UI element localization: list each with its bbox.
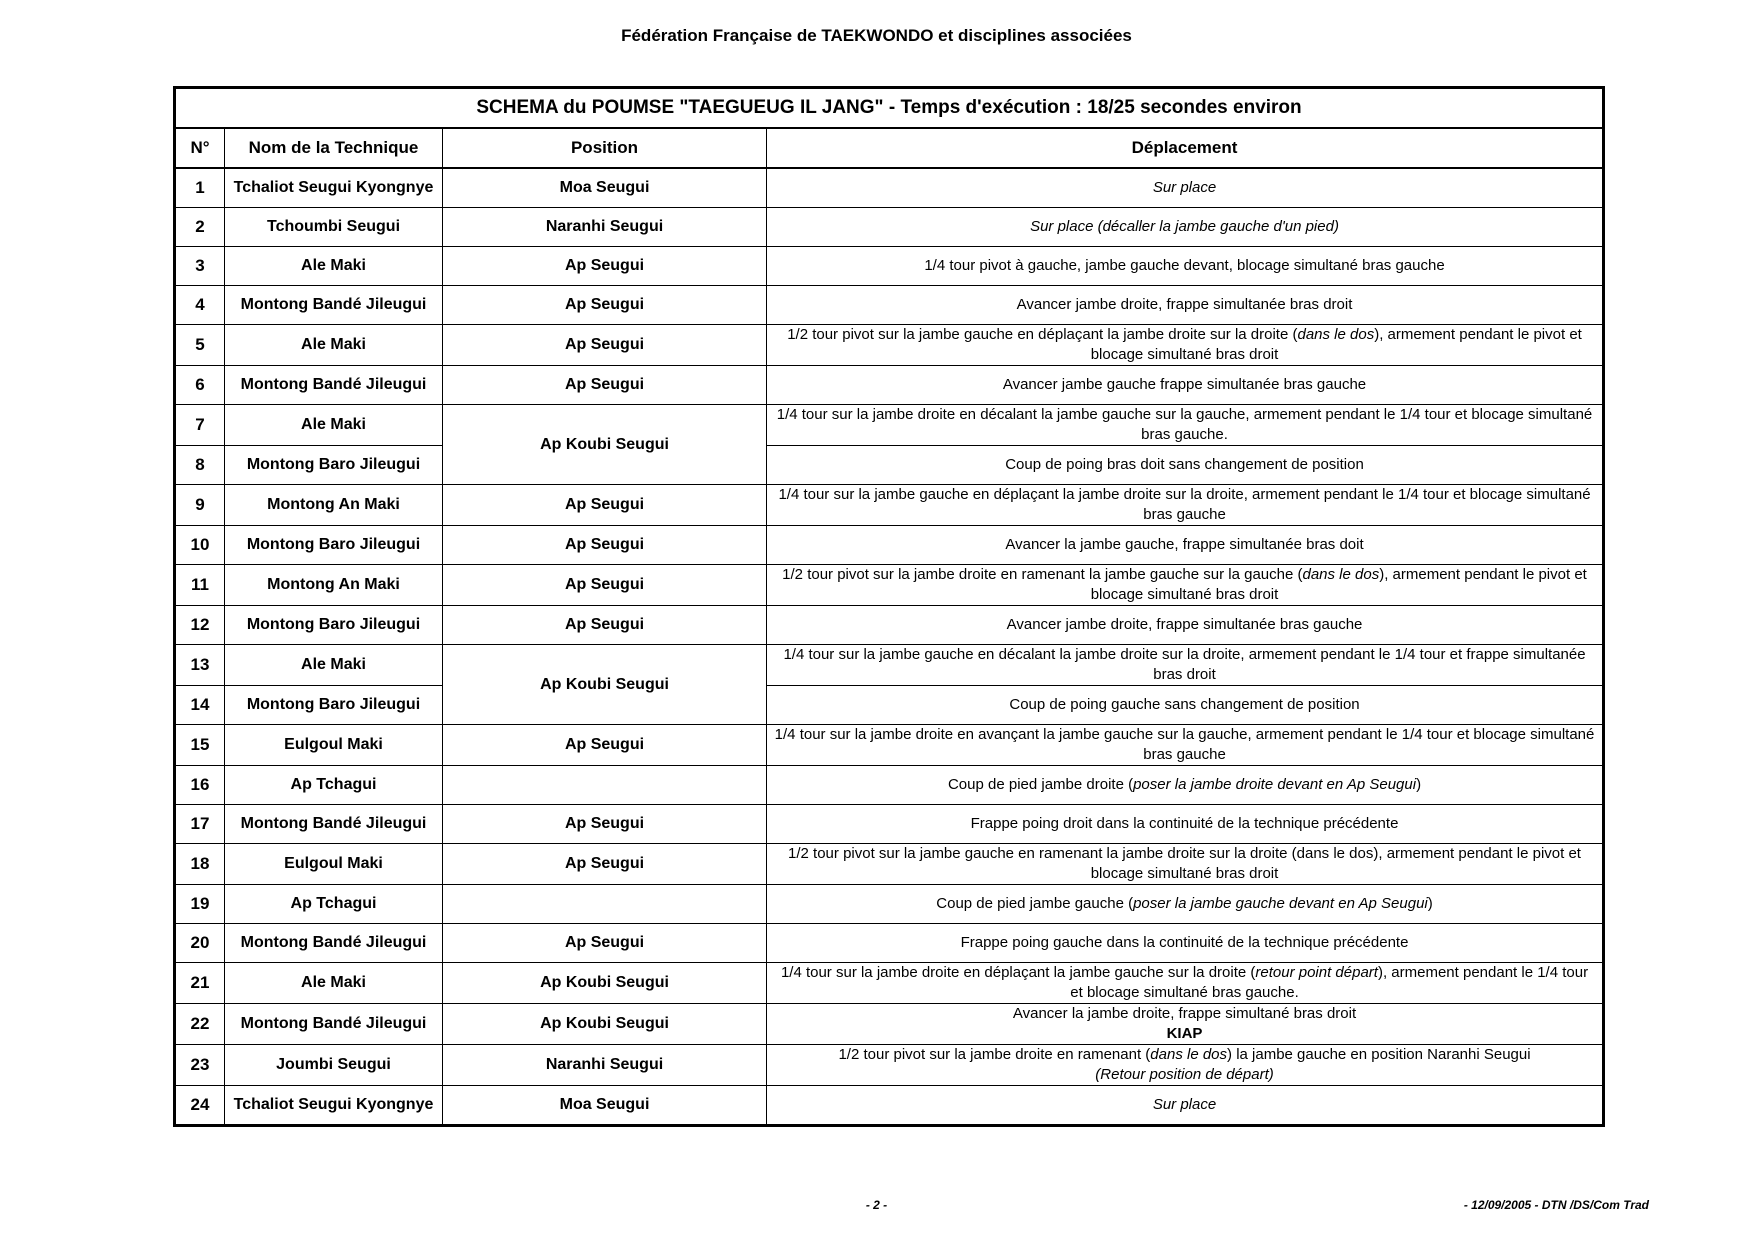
deplacement-cell (767, 325, 1604, 366)
deplacement-cell (767, 725, 1604, 766)
row-number: 9 (175, 485, 225, 526)
technique-name: Ale Maki (225, 645, 443, 686)
technique-name: Tchoumbi Seugui (225, 208, 443, 247)
technique-name: Eulgoul Maki (225, 844, 443, 885)
position-cell: Moa Seugui (443, 1086, 767, 1126)
technique-name: Ale Maki (225, 405, 443, 446)
deplacement-text: Frappe poing droit dans la continuité de la technique précédente (970, 815, 1399, 832)
document-header-title: Fédération Française de TAEKWONDO et disciplines associées (621, 26, 1132, 45)
deplacement-text: 1/2 tour pivot sur la jambe gauche en déplaçant la jambe droite sur la droite ( (787, 326, 1298, 343)
technique-name: Montong Bandé Jileugui (225, 1004, 443, 1045)
table-body (175, 168, 1604, 1126)
row-number: 20 (175, 924, 225, 963)
position-cell: Ap Koubi Seugui (443, 1004, 767, 1045)
deplacement-cell (767, 963, 1604, 1004)
technique-name: Joumbi Seugui (225, 1045, 443, 1086)
technique-name: Montong Bandé Jileugui (225, 366, 443, 405)
table-row (175, 1004, 1604, 1045)
position-cell: Ap Seugui (443, 725, 767, 766)
row-number: 11 (175, 565, 225, 606)
deplacement-cell (767, 645, 1604, 686)
row-number: 1 (175, 168, 225, 208)
deplacement-text: ) (1427, 895, 1433, 912)
deplacement-text: ), armement pendant le pivot et blocage simultané bras droit (1090, 566, 1587, 603)
position-cell: Ap Seugui (443, 805, 767, 844)
column-header-position: Position (443, 128, 767, 168)
deplacement-text: 1/2 tour pivot sur la jambe droite en ramenant ( (838, 1046, 1151, 1063)
deplacement-text: Frappe poing gauche dans la continuité de la technique précédente (960, 934, 1409, 951)
table-row (175, 645, 1604, 686)
row-number: 13 (175, 645, 225, 686)
deplacement-cell (767, 885, 1604, 924)
technique-name: Montong Baro Jileugui (225, 446, 443, 485)
technique-name: Montong An Maki (225, 565, 443, 606)
table-row (175, 885, 1604, 924)
technique-name: Ap Tchagui (225, 885, 443, 924)
row-number: 22 (175, 1004, 225, 1045)
page-number: - 2 - (865, 1198, 888, 1212)
deplacement-text: 1/4 tour sur la jambe gauche en décalant la jambe droite sur la droite, armement pendant le 1/4 tour et frappe simultanée bras droit (783, 646, 1586, 683)
deplacement-text: KIAP (1166, 1025, 1203, 1042)
deplacement-cell (767, 168, 1604, 208)
deplacement-text: ) la jambe gauche en position Naranhi Seugui (1227, 1046, 1531, 1063)
table-row (175, 805, 1604, 844)
position-cell: Ap Seugui (443, 366, 767, 405)
table-row (175, 247, 1604, 286)
table-row (175, 526, 1604, 565)
row-number: 16 (175, 766, 225, 805)
row-number: 12 (175, 606, 225, 645)
row-number: 21 (175, 963, 225, 1004)
technique-name: Ale Maki (225, 247, 443, 286)
deplacement-cell (767, 1004, 1604, 1045)
deplacement-text: Coup de poing bras doit sans changement de position (1005, 456, 1364, 473)
table-row (175, 366, 1604, 405)
table-row (175, 325, 1604, 366)
table-row (175, 606, 1604, 645)
deplacement-cell (767, 686, 1604, 725)
row-number: 5 (175, 325, 225, 366)
deplacement-text: Coup de pied jambe droite ( (947, 776, 1134, 793)
deplacement-cell (767, 286, 1604, 325)
deplacement-cell (767, 247, 1604, 286)
row-number: 7 (175, 405, 225, 446)
technique-name: Eulgoul Maki (225, 725, 443, 766)
position-cell: Ap Seugui (443, 286, 767, 325)
table-title: SCHEMA du POUMSE "TAEGUEUG IL JANG" - Temps d'exécution : 18/25 secondes environ (175, 88, 1604, 129)
table-row (175, 168, 1604, 208)
position-cell: Ap Seugui (443, 924, 767, 963)
position-cell (443, 766, 767, 805)
row-number: 17 (175, 805, 225, 844)
deplacement-cell (767, 446, 1604, 485)
technique-name: Montong Bandé Jileugui (225, 805, 443, 844)
footer-reference: - 12/09/2005 - DTN /DS/Com Trad (1463, 1198, 1649, 1212)
deplacement-text: 1/4 tour sur la jambe droite en décalant la jambe gauche sur la gauche, armement pendant le 1/4 tour et blocage simultané bras gauche. (776, 406, 1593, 443)
table-row (175, 1086, 1604, 1126)
table-row (175, 208, 1604, 247)
position-cell: Ap Koubi Seugui (443, 963, 767, 1004)
table-row (175, 1045, 1604, 1086)
technique-name: Ale Maki (225, 325, 443, 366)
row-number: 18 (175, 844, 225, 885)
deplacement-text: 1/4 tour sur la jambe gauche en déplaçant la jambe droite sur la droite, armement pendant le 1/4 tour et blocage simultané bras gauche (778, 486, 1591, 523)
position-cell: Ap Koubi Seugui (443, 405, 767, 485)
table-row (175, 446, 1604, 485)
technique-name: Montong Baro Jileugui (225, 686, 443, 725)
column-header-deplacement: Déplacement (767, 128, 1604, 168)
row-number: 23 (175, 1045, 225, 1086)
deplacement-text: poser la jambe droite devant en Ap Seugui (1133, 776, 1417, 793)
table-row (175, 405, 1604, 446)
deplacement-text: (Retour position de départ) (1095, 1066, 1274, 1083)
deplacement-cell (767, 766, 1604, 805)
position-cell: Ap Seugui (443, 325, 767, 366)
technique-name: Tchaliot Seugui Kyongnye (225, 168, 443, 208)
deplacement-cell (767, 606, 1604, 645)
table-row (175, 844, 1604, 885)
poumse-table (173, 86, 1605, 1127)
deplacement-cell (767, 805, 1604, 844)
deplacement-text: 1/4 tour sur la jambe droite en avançant la jambe gauche sur la gauche, armement pendant le 1/4 tour et blocage simultané bras gauche (774, 726, 1595, 763)
deplacement-text: Avancer jambe gauche frappe simultanée bras gauche (1002, 376, 1367, 393)
deplacement-text: 1/4 tour pivot à gauche, jambe gauche devant, blocage simultané bras gauche (924, 257, 1445, 274)
table-row (175, 286, 1604, 325)
row-number: 14 (175, 686, 225, 725)
position-cell: Naranhi Seugui (443, 1045, 767, 1086)
position-cell: Naranhi Seugui (443, 208, 767, 247)
row-number: 24 (175, 1086, 225, 1126)
row-number: 6 (175, 366, 225, 405)
position-cell: Ap Seugui (443, 565, 767, 606)
deplacement-cell (767, 844, 1604, 885)
deplacement-cell (767, 1086, 1604, 1126)
technique-name: Ale Maki (225, 963, 443, 1004)
deplacement-cell (767, 526, 1604, 565)
table-row (175, 485, 1604, 526)
row-number: 19 (175, 885, 225, 924)
deplacement-text: ), armement pendant le 1/4 tour et blocage simultané bras gauche. (1070, 964, 1589, 1001)
column-header-num: N° (175, 128, 225, 168)
row-number: 8 (175, 446, 225, 485)
row-number: 15 (175, 725, 225, 766)
position-cell: Ap Seugui (443, 844, 767, 885)
row-number: 3 (175, 247, 225, 286)
technique-name: Montong Baro Jileugui (225, 526, 443, 565)
position-cell: Ap Koubi Seugui (443, 645, 767, 725)
table-row (175, 565, 1604, 606)
position-cell: Ap Seugui (443, 606, 767, 645)
technique-name: Montong Bandé Jileugui (225, 924, 443, 963)
technique-name: Tchaliot Seugui Kyongnye (225, 1086, 443, 1126)
table-row (175, 963, 1604, 1004)
deplacement-text: 1/4 tour sur la jambe droite en déplaçant la jambe gauche sur la droite ( (780, 964, 1256, 981)
deplacement-text: retour point départ (1255, 964, 1378, 981)
deplacement-text: Sur place (1152, 179, 1217, 196)
position-cell (443, 885, 767, 924)
deplacement-cell (767, 485, 1604, 526)
deplacement-cell (767, 366, 1604, 405)
column-header-technique: Nom de la Technique (225, 128, 443, 168)
row-number: 4 (175, 286, 225, 325)
row-number: 10 (175, 526, 225, 565)
deplacement-text: Sur place (1152, 1096, 1217, 1113)
deplacement-cell (767, 565, 1604, 606)
deplacement-cell (767, 405, 1604, 446)
deplacement-text: ) (1416, 776, 1422, 793)
deplacement-text: Coup de pied jambe gauche ( (936, 895, 1134, 912)
deplacement-text: dans le dos (1302, 566, 1380, 583)
deplacement-text: Avancer la jambe gauche, frappe simultanée bras doit (1005, 536, 1364, 553)
technique-name: Montong An Maki (225, 485, 443, 526)
deplacement-text: poser la jambe gauche devant en Ap Seugui (1133, 895, 1428, 912)
row-number: 2 (175, 208, 225, 247)
deplacement-text: Coup de poing gauche sans changement de position (1009, 696, 1360, 713)
position-cell: Ap Seugui (443, 526, 767, 565)
technique-name: Ap Tchagui (225, 766, 443, 805)
deplacement-text: 1/2 tour pivot sur la jambe droite en ramenant la jambe gauche sur la gauche ( (782, 566, 1303, 583)
deplacement-text: Avancer la jambe droite, frappe simultané bras droit (1012, 1005, 1357, 1022)
table-row (175, 686, 1604, 725)
table-row (175, 766, 1604, 805)
position-cell: Ap Seugui (443, 247, 767, 286)
technique-name: Montong Bandé Jileugui (225, 286, 443, 325)
deplacement-text: Sur place (décaller la jambe gauche d'un pied) (1030, 218, 1339, 235)
deplacement-text: dans le dos (1297, 326, 1375, 343)
deplacement-cell (767, 924, 1604, 963)
table-row (175, 725, 1604, 766)
technique-name: Montong Baro Jileugui (225, 606, 443, 645)
table-row (175, 924, 1604, 963)
deplacement-cell (767, 208, 1604, 247)
deplacement-text: 1/2 tour pivot sur la jambe gauche en ramenant la jambe droite sur la droite (dans le dos), armement pendant le pivot et blocage simultané bras droit (788, 845, 1581, 882)
deplacement-text: Avancer jambe droite, frappe simultanée bras droit (1016, 296, 1353, 313)
deplacement-cell (767, 1045, 1604, 1086)
position-cell: Moa Seugui (443, 168, 767, 208)
deplacement-text: Avancer jambe droite, frappe simultanée bras gauche (1006, 616, 1363, 633)
position-cell: Ap Seugui (443, 485, 767, 526)
deplacement-text: dans le dos (1150, 1046, 1228, 1063)
deplacement-text: ), armement pendant le pivot et blocage simultané bras droit (1090, 326, 1582, 363)
